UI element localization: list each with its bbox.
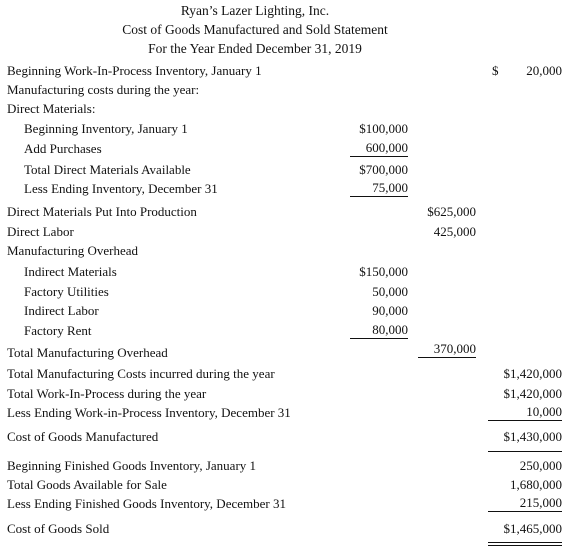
- row-value: 215,000: [488, 495, 562, 512]
- row-dm-put-into: [0, 203, 567, 220]
- row-label: Total Work-In-Process during the year: [7, 386, 207, 401]
- row-value: $100,000: [359, 121, 408, 136]
- row-label: Total Manufacturing Overhead: [7, 345, 168, 360]
- row-value: $1,420,000: [503, 386, 562, 401]
- row-value: 425,000: [433, 224, 476, 239]
- row-dm-less-end: [0, 180, 567, 197]
- row-label: Total Goods Available for Sale: [7, 477, 167, 492]
- row-value: 1,680,000: [510, 477, 562, 492]
- row-value: 75,000: [350, 180, 408, 197]
- row-label: Direct Labor: [7, 224, 74, 239]
- row-less-end-fg: [0, 495, 567, 512]
- row-value: $700,000: [359, 162, 408, 177]
- row-value: $1,420,000: [503, 366, 562, 381]
- row-direct-labor: [0, 223, 567, 240]
- company-name: Ryan’s Lazer Lighting, Inc.: [180, 3, 330, 18]
- dollar-sign: $: [492, 63, 499, 78]
- row-label: Factory Rent: [24, 323, 92, 338]
- row-label: Factory Utilities: [24, 284, 109, 299]
- row-dm-heading: [0, 100, 567, 117]
- row-value: 20,000: [526, 63, 562, 78]
- row-label: Total Direct Materials Available: [24, 162, 191, 177]
- row-moh-ind-labor: [0, 302, 567, 319]
- double-underline-top: [488, 542, 562, 543]
- row-label: Add Purchases: [24, 141, 102, 156]
- row-value: 370,000: [418, 341, 476, 358]
- row-label: Less Ending Inventory, December 31: [24, 181, 218, 196]
- row-label: Direct Materials:: [7, 101, 96, 116]
- row-label: Cost of Goods Sold: [7, 521, 110, 536]
- row-dm-begin-inv: [0, 120, 567, 137]
- row-dm-purchases: [0, 140, 567, 157]
- row-label: Beginning Finished Goods Inventory, January 1: [7, 458, 257, 473]
- row-value: 10,000: [488, 404, 562, 421]
- row-label: Indirect Labor: [24, 303, 99, 318]
- row-moh-heading: [0, 242, 567, 259]
- row-goods-avail: [0, 476, 567, 493]
- row-moh-total: [0, 341, 567, 361]
- row-value: 250,000: [519, 458, 562, 473]
- row-value: $1,430,000: [503, 429, 562, 444]
- row-moh-ind-mat: [0, 263, 567, 280]
- row-label: Total Manufacturing Costs incurred during the year: [7, 366, 275, 381]
- row-label: Cost of Goods Manufactured: [7, 429, 159, 444]
- row-moh-rent: [0, 322, 567, 339]
- row-label: Less Ending Work-in-Process Inventory, December 31: [7, 405, 291, 420]
- row-total-mfg-costs: [0, 365, 567, 382]
- row-value: 600,000: [350, 140, 408, 157]
- row-label: Less Ending Finished Goods Inventory, December 31: [7, 496, 286, 511]
- row-label: Beginning Inventory, January 1: [24, 121, 188, 136]
- row-fg-begin: [0, 457, 567, 474]
- row-label: Beginning Work-In-Process Inventory, January 1: [7, 63, 262, 78]
- row-value: 50,000: [372, 284, 408, 299]
- row-label: Manufacturing Overhead: [7, 243, 139, 258]
- row-total-wip: [0, 385, 567, 402]
- row-value: 90,000: [372, 303, 408, 318]
- row-mfg-costs: [0, 81, 567, 98]
- row-label: Indirect Materials: [24, 264, 117, 279]
- row-less-end-wip: [0, 404, 567, 421]
- row-label: Direct Materials Put Into Production: [7, 204, 197, 219]
- row-moh-utilities: [0, 283, 567, 300]
- row-wip-begin: [0, 62, 567, 79]
- double-underline-bottom: [488, 545, 562, 546]
- row-cogm: [0, 428, 567, 445]
- row-value: 80,000: [350, 322, 408, 339]
- row-dm-total-avail: [0, 161, 567, 178]
- statement-period: For the Year Ended December 31, 2019: [148, 41, 362, 56]
- row-label: Manufacturing costs during the year:: [7, 82, 200, 97]
- row-cogs: [0, 520, 567, 537]
- row-value: $625,000: [427, 204, 476, 219]
- row-value: $150,000: [359, 264, 408, 279]
- divider-line: [488, 451, 562, 452]
- row-value: $1,465,000: [503, 521, 562, 536]
- statement-title: Cost of Goods Manufactured and Sold Statement: [122, 22, 388, 37]
